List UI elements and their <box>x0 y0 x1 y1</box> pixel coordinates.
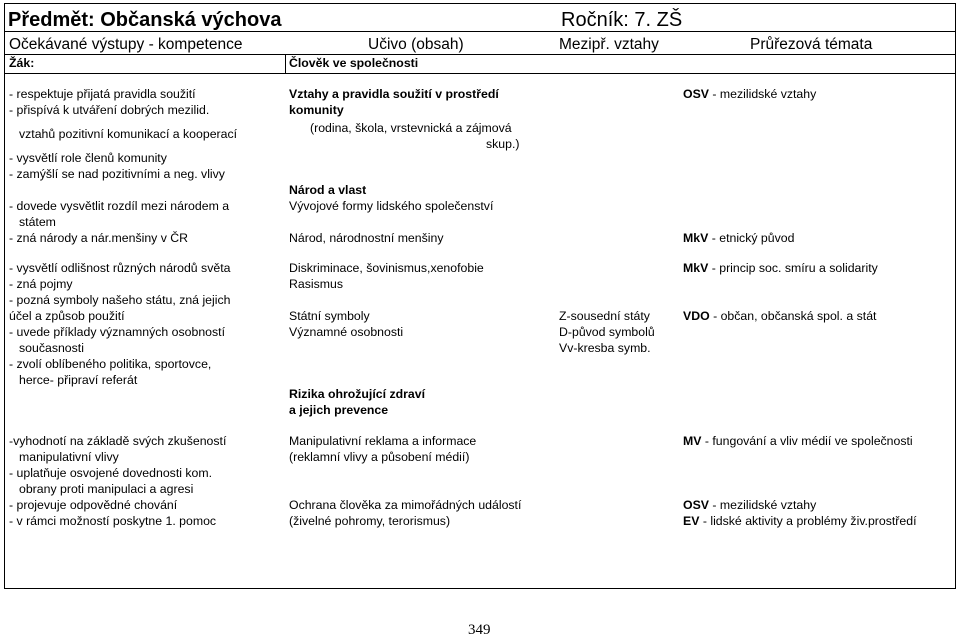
outcome-item: - zná národy a nár.menšiny v ČR <box>9 231 189 245</box>
content-heading: Národ a vlast <box>289 183 367 197</box>
student-label: Žák: <box>9 56 35 70</box>
subject-title: Předmět: Občanská výchova <box>8 9 282 31</box>
theme-item: MV - fungování a vliv médií ve společnosti <box>683 434 913 448</box>
outcome-item: - vysvětlí role členů komunity <box>9 151 167 165</box>
outcome-item: - projevuje odpovědné chování <box>9 498 178 512</box>
curriculum-table <box>4 3 956 589</box>
theme-item: VDO - občan, občanská spol. a stát <box>683 309 877 323</box>
relation-item: Z-sousední státy <box>559 309 650 323</box>
columns-divider <box>5 54 955 55</box>
content-item: Manipulativní reklama a informace <box>289 434 477 448</box>
content-heading: Rizika ohrožující zdraví <box>289 387 425 401</box>
theme-item: MkV - etnický původ <box>683 231 795 245</box>
section-title: Člověk ve společnosti <box>289 56 419 70</box>
content-item: skup.) <box>486 137 520 151</box>
subheader-separator <box>285 54 286 73</box>
column-relations-header: Mezipř. vztahy <box>559 36 659 53</box>
content-heading: komunity <box>289 103 344 117</box>
outcome-item: státem <box>19 215 56 229</box>
outcome-item: - zná pojmy <box>9 277 73 291</box>
theme-item: EV - lidské aktivity a problémy živ.prostředí <box>683 514 917 528</box>
content-item: Rasismus <box>289 277 343 291</box>
relation-item: Vv-kresba symb. <box>559 341 651 355</box>
content-heading: Vztahy a pravidla soužití v prostředí <box>289 87 499 101</box>
outcome-item: - vysvětlí odlišnost různých národů světa <box>9 261 231 275</box>
relation-item: D-původ symbolů <box>559 325 655 339</box>
content-item: Diskriminace, šovinismus,xenofobie <box>289 261 484 275</box>
content-item: Národ, národnostní menšiny <box>289 231 444 245</box>
content-item: Významné osobnosti <box>289 325 404 339</box>
outcome-item: manipulativní vlivy <box>19 450 119 464</box>
theme-item: OSV - mezilidské vztahy <box>683 87 817 101</box>
theme-item: MkV - princip soc. smíru a solidarity <box>683 261 878 275</box>
content-item: (reklamní vlivy a působení médií) <box>289 450 470 464</box>
outcome-item: -vyhodnotí na základě svých zkušeností <box>9 434 227 448</box>
outcome-item: - v rámci možností poskytne 1. pomoc <box>9 514 217 528</box>
outcome-item: - pozná symboly našeho státu, zná jejich <box>9 293 231 307</box>
column-content-header: Učivo (obsah) <box>368 36 464 53</box>
content-item: (živelné pohromy, terorismus) <box>289 514 451 528</box>
outcome-item: - dovede vysvětlit rozdíl mezi národem a <box>9 199 230 213</box>
content-item: Vývojové formy lidského společenství <box>289 199 494 213</box>
outcome-item: - přispívá k utváření dobrých mezilid. <box>9 103 210 117</box>
outcome-item: vztahů pozitivní komunikací a kooperací <box>19 127 238 141</box>
outcome-item: - zvolí oblíbeného politika, sportovce, <box>9 357 212 371</box>
theme-item: OSV - mezilidské vztahy <box>683 498 817 512</box>
subheader-divider <box>5 73 955 74</box>
outcome-item: - uvede příklady významných osobností <box>9 325 225 339</box>
column-themes-header: Průřezová témata <box>750 36 873 53</box>
content-item: (rodina, škola, vrstevnická a zájmová <box>310 121 512 135</box>
outcome-item: obrany proti manipulaci a agresi <box>19 482 194 496</box>
content-heading: a jejich prevence <box>289 403 389 417</box>
grade-label: Ročník: 7. ZŠ <box>561 9 683 31</box>
outcome-item: - zamýšlí se nad pozitivními a neg. vlivy <box>9 167 225 181</box>
content-item: Státní symboly <box>289 309 370 323</box>
outcome-item: účel a způsob použití <box>9 309 125 323</box>
page-number: 349 <box>468 622 491 638</box>
content-item: Ochrana člověka za mimořádných událostí <box>289 498 522 512</box>
outcome-item: herce- připraví referát <box>19 373 138 387</box>
column-outcomes-header: Očekávané výstupy - kompetence <box>9 36 243 53</box>
outcome-item: současnosti <box>19 341 84 355</box>
outcome-item: - uplatňuje osvojené dovednosti kom. <box>9 466 213 480</box>
outcome-item: - respektuje přijatá pravidla soužití <box>9 87 196 101</box>
